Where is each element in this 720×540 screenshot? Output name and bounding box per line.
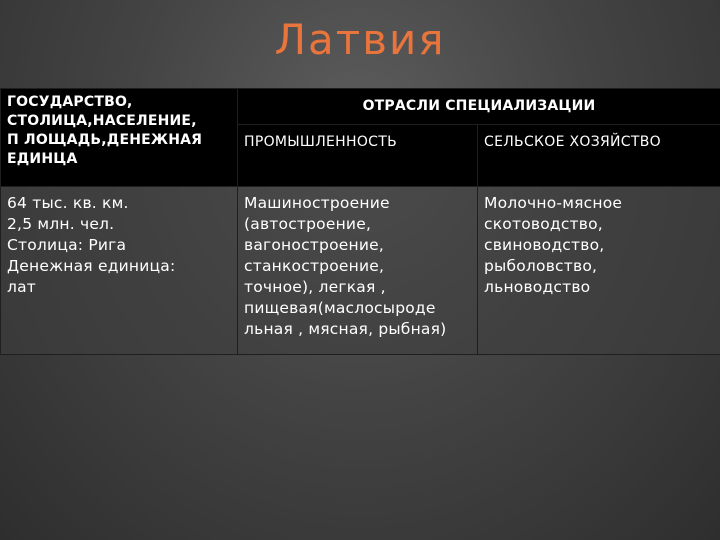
agriculture-line: скотоводство,	[484, 215, 603, 233]
header-country-line: СТОЛИЦА,НАСЕЛЕНИЕ,	[7, 113, 197, 129]
header-industry: ПРОМЫШЛЕННОСТЬ	[238, 125, 478, 187]
header-country-line: ЕДИНЦА	[7, 151, 78, 167]
industry-line: Машиностроение	[244, 194, 390, 212]
header-country-info	[1, 89, 238, 187]
header-specialization: ОТРАСЛИ СПЕЦИАЛИЗАЦИИ	[238, 89, 720, 125]
header-agriculture: СЕЛЬСКОЕ ХОЗЯЙСТВО	[478, 125, 720, 187]
country-info-cell	[1, 187, 238, 355]
country-info-line: лат	[7, 278, 37, 296]
country-info-line: Денежная единица:	[7, 257, 176, 275]
industry-line: вагоностроение,	[244, 236, 384, 254]
header-country-line: ГОСУДАРСТВО,	[7, 94, 133, 110]
industry-line: пищевая(маслосыроде	[244, 299, 436, 317]
industry-line: станкостроение,	[244, 257, 385, 275]
country-info-line: Столица: Рига	[7, 236, 127, 254]
industry-line: (автостроение,	[244, 215, 372, 233]
industry-line: точное), легкая ,	[244, 278, 386, 296]
industry-line: льная , мясная, рыбная)	[244, 320, 447, 338]
country-info-line: 2,5 млн. чел.	[7, 215, 115, 233]
country-info-line: 64 тыс. кв. км.	[7, 194, 129, 212]
header-country-line: П ЛОЩАДЬ,ДЕНЕЖНАЯ	[7, 132, 203, 148]
specialization-table	[0, 88, 720, 355]
agriculture-line: свиноводство,	[484, 236, 605, 254]
agriculture-line: льноводство	[484, 278, 591, 296]
agriculture-line: рыболовство,	[484, 257, 598, 275]
agriculture-cell	[478, 187, 720, 355]
industry-cell	[238, 187, 478, 355]
slide-title: Латвия	[274, 15, 446, 64]
agriculture-line: Молочно-мясное	[484, 194, 623, 212]
